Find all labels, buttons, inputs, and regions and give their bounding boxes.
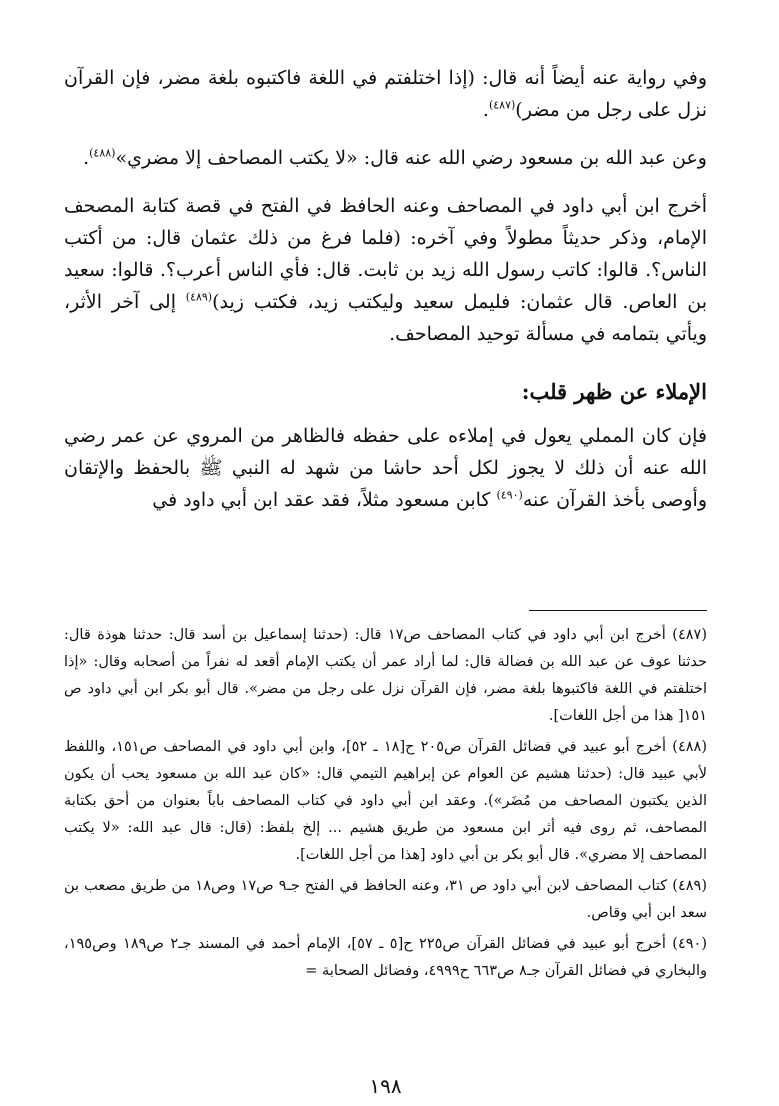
- footnote-number: (٤٩٠): [672, 936, 708, 952]
- footnote-ref-490[interactable]: (٤٩٠): [496, 488, 523, 502]
- footnote-number: (٤٨٩): [672, 878, 708, 894]
- footnote-text: كتاب المصاحف لابن أبي داود ص ٣١، وعنه الحافظ في الفتح جـ٩ ص١٧ وص١٨ من طريق مصعب بن سعد ابن أبي وقاص.: [64, 878, 707, 921]
- paragraph-3: [64, 190, 707, 350]
- paragraph-2-text: وعن عبد الله بن مسعود رضي الله عنه قال: «لا يكتب المصاحف إلا مضري»: [115, 147, 707, 169]
- footnote-488: [64, 734, 707, 869]
- footnote-separator: [529, 610, 707, 611]
- paragraph-1-end: .: [482, 99, 489, 121]
- paragraph-4-text-b: كابن مسعود مثلاً، فقد عقد ابن أبي داود في: [152, 489, 497, 511]
- paragraph-2: [64, 142, 707, 174]
- footnote-ref-487[interactable]: (٤٨٧): [488, 98, 516, 112]
- page: [64, 62, 708, 1098]
- footnote-489: [64, 873, 707, 927]
- footnote-487: [64, 622, 707, 730]
- paragraph-4-text-a: فإن كان المملي يعول في إملاءه على حفظه فالظاهر من المروي عن عمر رضي الله عنه أن ذلك لا يجوز لكل أحد حاشا من شهد له النبي ﷺ بالحفظ والإتقان وأوصى بأخذ القرآن عنه: [64, 425, 707, 511]
- paragraph-4: [64, 420, 707, 516]
- paragraph-3-text-b: إلى آخر الأثر، ويأتي بتمامه في مسألة توحيد المصاحف.: [64, 291, 707, 345]
- page-number: ١٩٨: [369, 1074, 402, 1098]
- paragraph-3-text-a: أخرج ابن أبي داود في المصاحف وعنه الحافظ في الفتح في قصة كتابة المصحف الإمام، وذكر حديثاً مطولاً وفي آخره: (فلما فرغ من ذلك عثمان قال: من أكتب الناس؟. قالوا: كاتب رسول الله زيد بن ثابت. قال: فأي الناس أعرب؟. قالوا: سعيد بن العاص. قال عثمان: فليمل سعيد وليكتب زيد، فكتب زيد): [64, 195, 707, 313]
- footnote-ref-488[interactable]: (٤٨٨): [89, 146, 116, 160]
- paragraph-2-end: .: [83, 147, 90, 169]
- footnotes: [64, 622, 707, 989]
- paragraph-1: [64, 62, 707, 126]
- footnote-number: (٤٨٨): [672, 739, 707, 755]
- section-heading: الإملاء عن ظهر قلب:: [521, 379, 707, 404]
- footnote-text: أخرج أبو عبيد في فضائل القرآن ص٢٠٥ ح[١٨ ـ ٥٢]، وابن أبي داود في المصاحف ص١٥١، واللفظ لأبي عبيد قال: (حدثنا هشيم عن العوام عن إبراهيم التيمي قال: «كان عبد الله بن مسعود يحب أن يكون الذين يكتبون المصاحف من مُضَر»). وعقد ابن أبي داود في كتاب المصاحف باباً بعنوان من أحق بكتابة المصاحف، ثم روى فيه أثر ابن مسعود من طريق هشيم ... إلخ بلفظ: (قال: قال عبد الله: «لا يكتب المصاحف إلا مضري». قال أبو بكر بن أبي داود [هذا من أجل اللغات].: [64, 739, 707, 863]
- footnote-ref-489[interactable]: (٤٨٩): [185, 290, 213, 304]
- footnote-text: أخرج أبو عبيد في فضائل القرآن ص٢٢٥ ح[٥ ـ ٥٧]، الإمام أحمد في المسند جـ٢ ص١٨٩ وص١٩٥، والبخاري في فضائل القرآن جـ٨ ص٦٦٣ ح٤٩٩٩، وفضائل الصحابة =: [64, 936, 707, 979]
- footnote-number: (٤٨٧): [672, 627, 707, 643]
- paragraph-1-text: وفي رواية عنه أيضاً أنه قال: (إذا اختلفتم في اللغة فاكتبوه بلغة مضر، فإن القرآن نزل على رجل من مضر): [64, 67, 707, 121]
- footnote-text: أخرج ابن أبي داود في كتاب المصاحف ص١٧ قال: (حدثنا إسماعيل بن أسد قال: حدثنا هوذة قال: حدثنا عوف عن عبد الله بن فضالة قال: لما أراد عمر أن يكتب الإمام أقعد له نفراً من أصحابه وقال: «إذا اختلفتم في اللغة فاكتبوها بلغة مضر، فإن القرآن نزل على رجل من مضر». قال أبو بكر ابن أبي داود ص ١٥١[ هذا من أجل اللغات].: [64, 627, 707, 724]
- footnote-490: [64, 931, 707, 985]
